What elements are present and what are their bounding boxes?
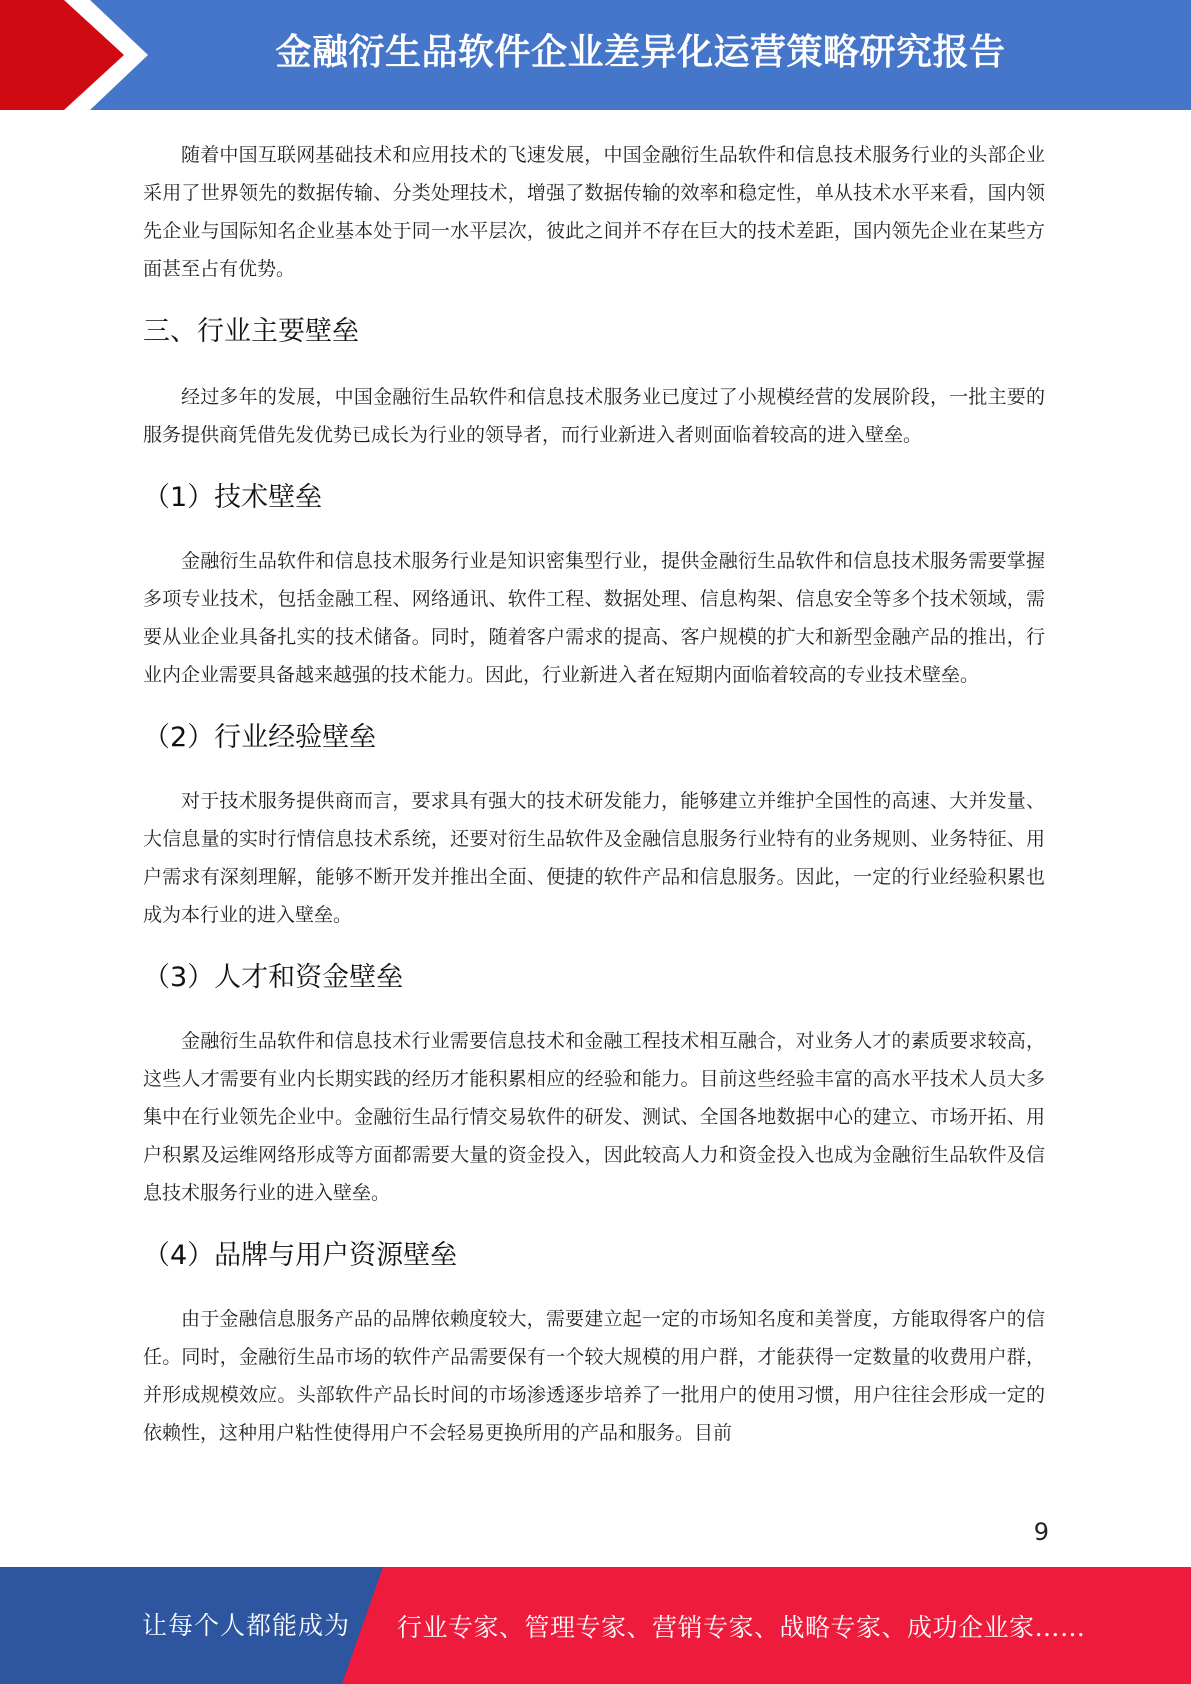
subsection-heading-talent-capital: （3）人才和资金壁垒 (143, 962, 404, 993)
page-footer (0, 1567, 1191, 1684)
section-heading: 三、行业主要壁垒 (143, 316, 359, 347)
document-title: 金融衍生品软件企业差异化运营策略研究报告 (275, 32, 1006, 73)
subsection-body-brand-users: 由于金融信息服务产品的品牌依赖度较大，需要建立起一定的市场知名度和美誉度，方能取得客户的信任。同时，金融衍生品市场的软件产品需要保有一个较大规模的用户群，才能获得一定数量的收费用户群，并形成规模效应。头部软件产品长时间的市场渗透逐步培养了一批用户的使用习惯，用户往往会形成一定的依赖性，这种用户粘性使得用户不会轻易更换所用的产品和服务。目前 (143, 1308, 1045, 1444)
section-intro-paragraph: 经过多年的发展，中国金融衍生品软件和信息技术服务业已度过了小规模经营的发展阶段，一批主要的服务提供商凭借先发优势已成长为行业的领导者，而行业新进入者则面临着较高的进入壁垒。 (143, 386, 1045, 446)
footer-slogan-left: 让每个人都能成为 (142, 1611, 351, 1640)
page-header (0, 0, 1191, 110)
intro-paragraph: 随着中国互联网基础技术和应用技术的飞速发展，中国金融衍生品软件和信息技术服务行业的头部企业采用了世界领先的数据传输、分类处理技术，增强了数据传输的效率和稳定性，单从技术水平来看，国内领先企业与国际知名企业基本处于同一水平层次，彼此之间并不存在巨大的技术差距，国内领先企业在某些方面甚至占有优势。 (143, 144, 1045, 280)
chevron-logo-icon (0, 0, 160, 110)
subsection-heading-technology: （1）技术壁垒 (143, 482, 323, 513)
subsection-body-talent-capital: 金融衍生品软件和信息技术行业需要信息技术和金融工程技术相互融合，对业务人才的素质要求较高，这些人才需要有业内长期实践的经历才能积累相应的经验和能力。目前这些经验丰富的高水平技术人员大多集中在行业领先企业中。金融衍生品行情交易软件的研发、测试、全国各地数据中心的建立、市场开拓、用户积累及运维网络形成等方面都需要大量的资金投入，因此较高人力和资金投入也成为金融衍生品软件及信息技术服务行业的进入壁垒。 (143, 1030, 1045, 1204)
subsection-body-experience: 对于技术服务提供商而言，要求具有强大的技术研发能力，能够建立并维护全国性的高速、大并发量、大信息量的实时行情信息技术系统，还要对衍生品软件及金融信息服务行业特有的业务规则、业务特征、用户需求有深刻理解，能够不断开发并推出全面、便捷的软件产品和信息服务。因此，一定的行业经验积累也成为本行业的进入壁垒。 (143, 790, 1045, 926)
subsection-heading-experience: （2）行业经验壁垒 (143, 722, 377, 753)
report-body (143, 136, 1045, 1452)
subsection-heading-brand-users: （4）品牌与用户资源壁垒 (143, 1240, 458, 1271)
subsection-body-technology: 金融衍生品软件和信息技术服务行业是知识密集型行业，提供金融衍生品软件和信息技术服务需要掌握多项专业技术，包括金融工程、网络通讯、软件工程、数据处理、信息构架、信息安全等多个技术领域，需要从业企业具备扎实的技术储备。同时，随着客户需求的提高、客户规模的扩大和新型金融产品的推出，行业内企业需要具备越来越强的技术能力。因此，行业新进入者在短期内面临着较高的专业技术壁垒。 (143, 550, 1045, 686)
page-number: 9 (1033, 1518, 1049, 1546)
footer-slogan-right: 行业专家、管理专家、营销专家、战略专家、成功企业家…… (397, 1613, 1086, 1642)
